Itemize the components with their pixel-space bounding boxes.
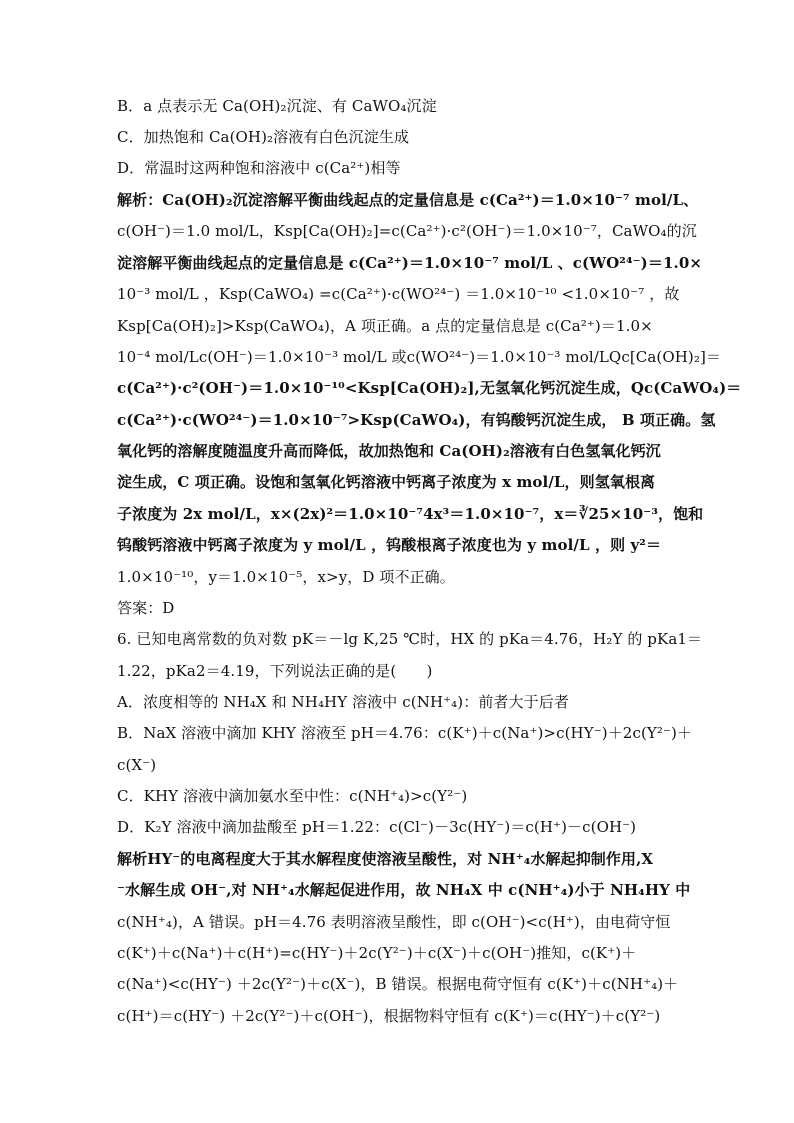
analysis-line: 淀生成，C 项正确。设饱和氢氧化钙溶液中钙离子浓度为 x mol/L，则氢氧根离 xyxy=(117,473,656,491)
analysis-line: c(OH⁻)＝1.0 mol/L，Ksp[Ca(OH)₂]=c(Ca²⁺)·c²(OH⁻)＝1.0×10⁻⁷，CaWO₄的沉 xyxy=(117,222,697,240)
analysis-line: 淀溶解平衡曲线起点的定量信息是 c(Ca²⁺)＝1.0×10⁻⁷ mol/L 、c(WO²⁴⁻)＝1.0× xyxy=(117,254,703,272)
option-d-line: D．K₂Y 溶液中滴加盐酸至 pH＝1.22：c(Cl⁻)－3c(HY⁻)＝c(H⁺)－c(OH⁻) xyxy=(117,818,637,836)
option-c-line: C．KHY 溶液中滴加氨水至中性：c(NH⁺₄)>c(Y²⁻) xyxy=(117,787,468,805)
analysis-line: Ksp[Ca(OH)₂]>Ksp(CaWO₄)，A 项正确。a 点的定量信息是 c(Ca²⁺)＝1.0× xyxy=(117,317,653,335)
analysis-line: c(Ca²⁺)·c²(OH⁻)＝1.0×10⁻¹⁰<Ksp[Ca(OH)₂],无氢氧化钙沉淀生成，Qc(CaWO₄)＝ xyxy=(117,379,742,397)
analysis-line: 10⁻³ mol/L ，Ksp(CaWO₄) =c(Ca²⁺)·c(WO²⁴⁻) ＝1.0×10⁻¹⁰ <1.0×10⁻⁷ ，故 xyxy=(117,285,680,303)
option-c-line: C．加热饱和 Ca(OH)₂溶液有白色沉淀生成 xyxy=(117,128,410,146)
analysis-line: 解析HY⁻的电离程度大于其水解程度使溶液呈酸性，对 NH⁺₄水解起抑制作用,X xyxy=(117,850,654,868)
question-6-stem: 6. 已知电离常数的负对数 pK＝－lg K,25 ℃时，HX 的 pKa＝4.76，H₂Y 的 pKa1＝ xyxy=(117,630,703,648)
analysis-line: 氧化钙的溶解度随温度升高而降低，故加热饱和 Ca(OH)₂溶液有白色氢氧化钙沉 xyxy=(117,442,661,460)
analysis-line: c(NH⁺₄)，A 错误。pH＝4.76 表明溶液呈酸性，即 c(OH⁻)<c(H⁺)，由电荷守恒 xyxy=(117,913,671,931)
option-b-line: B．NaX 溶液中滴加 KHY 溶液至 pH＝4.76：c(K⁺)＋c(Na⁺)>c(HY⁻)＋2c(Y²⁻)＋ xyxy=(117,724,693,742)
option-b-line: c(X⁻) xyxy=(117,756,157,774)
analysis-line: 10⁻⁴ mol/Lc(OH⁻)＝1.0×10⁻³ mol/L 或c(WO²⁴⁻)＝1.0×10⁻³ mol/LQc[Ca(OH)₂]＝ xyxy=(117,348,722,366)
analysis-line: c(Ca²⁺)·c(WO²⁴⁻)＝1.0×10⁻⁷>Ksp(CaWO₄)，有钨酸钙沉淀生成， B 项正确。氢 xyxy=(117,411,716,429)
analysis-line: 解析：Ca(OH)₂沉淀溶解平衡曲线起点的定量信息是 c(Ca²⁺)＝1.0×10⁻⁷ mol/L、 xyxy=(117,191,699,209)
question-6-stem: 1.22，pKa2＝4.19，下列说法正确的是( ) xyxy=(117,662,433,680)
option-a-line: A．浓度相等的 NH₄X 和 NH₄HY 溶液中 c(NH⁺₄)：前者大于后者 xyxy=(117,693,569,711)
analysis-line: c(K⁺)＋c(Na⁺)＋c(H⁺)=c(HY⁻)＋2c(Y²⁻)＋c(X⁻)＋c(OH⁻)推知，c(K⁺)＋ xyxy=(117,944,637,962)
analysis-line: 钨酸钙溶液中钙离子浓度为 y mol/L ，钨酸根离子浓度也为 y mol/L ，则 y²＝ xyxy=(117,536,662,554)
analysis-line: ⁻水解生成 OH⁻,对 NH⁺₄水解起促进作用，故 NH₄X 中 c(NH⁺₄)小于 NH₄HY 中 xyxy=(117,881,691,899)
option-b-line: B．a 点表示无 Ca(OH)₂沉淀、有 CaWO₄沉淀 xyxy=(117,97,437,115)
option-d-line: D．常温时这两种饱和溶液中 c(Ca²⁺)相等 xyxy=(117,159,401,177)
analysis-line: c(Na⁺)<c(HY⁻) ＋2c(Y²⁻)＋c(X⁻)，B 错误。根据电荷守恒有 c(K⁺)＋c(NH⁺₄)＋ xyxy=(117,975,679,993)
analysis-line: 子浓度为 2x mol/L，x×(2x)²＝1.0×10⁻⁷4x³＝1.0×10⁻⁷，x＝∛25×10⁻³，饱和 xyxy=(117,505,704,523)
answer-line: 答案：D xyxy=(117,599,175,617)
analysis-line: c(H⁺)＝c(HY⁻) ＋2c(Y²⁻)＋c(OH⁻)，根据物料守恒有 c(K⁺)＝c(HY⁻)＋c(Y²⁻) xyxy=(117,1007,661,1025)
analysis-line: 1.0×10⁻¹⁰，y＝1.0×10⁻⁵，x>y，D 项不正确。 xyxy=(117,568,455,586)
